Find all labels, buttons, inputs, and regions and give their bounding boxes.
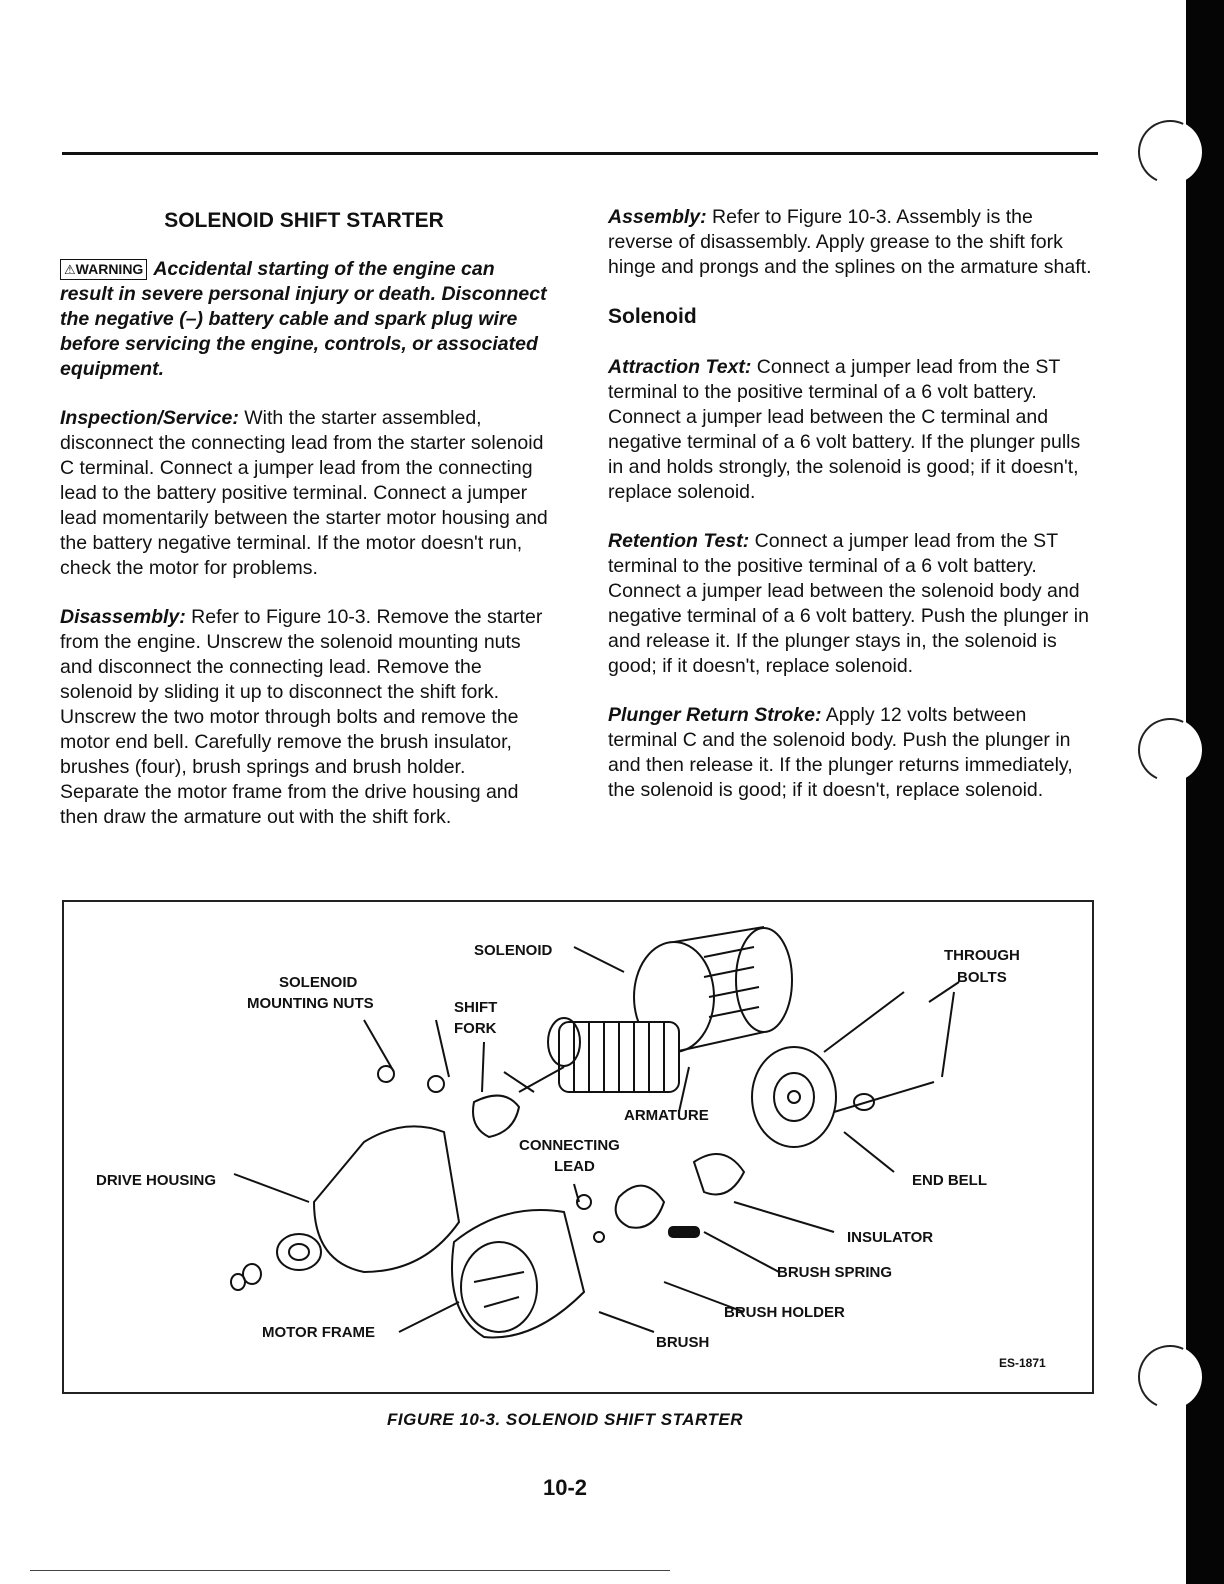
assembly-paragraph xyxy=(608,205,1096,280)
label-brush-holder: BRUSH HOLDER xyxy=(724,1304,845,1321)
plunger-paragraph xyxy=(608,703,1096,803)
plunger-body: Apply 12 volts between terminal C and the solenoid body. Push the plunger in and then release it. If the plunger returns immediately, the solenoid is good; if it doesn't, replace solenoid. xyxy=(608,704,1073,801)
label-shift-fork-1: SHIFT xyxy=(454,999,498,1016)
retention-body: Connect a jumper lead from the ST terminal to the positive terminal of a 6 volt battery. Connect a jumper lead between the solenoid body and negative terminal of a 6 volt battery. Push the plunger in and release it. If the plunger stays in, the solenoid is good; if it doesn't, replace solenoid. xyxy=(608,530,1089,677)
retention-paragraph xyxy=(608,529,1096,679)
inspection-paragraph xyxy=(60,406,548,581)
label-end-bell: END BELL xyxy=(912,1172,987,1189)
label-motor-frame: MOTOR FRAME xyxy=(262,1324,376,1341)
end-bell-part xyxy=(752,1047,874,1147)
retention-lead: Retention Test: xyxy=(608,530,750,552)
figure-code: ES-1871 xyxy=(999,1356,1046,1370)
label-brush-spring: BRUSH SPRING xyxy=(777,1264,893,1281)
label-through-2: BOLTS xyxy=(957,969,1007,986)
label-solenoid: SOLENOID xyxy=(474,942,553,959)
figure-10-3 xyxy=(62,900,1094,1394)
warning-badge-label: WARNING xyxy=(75,261,144,277)
disassembly-paragraph xyxy=(60,605,548,830)
label-through-1: THROUGH xyxy=(944,947,1020,964)
page-number: 10-2 xyxy=(542,1475,588,1500)
warning-triangle-icon: ⚠ xyxy=(64,262,76,277)
disassembly-body: Refer to Figure 10-3. Remove the starter from the engine. Unscrew the solenoid mounting nuts and disconnect the connecting lead. Remove the solenoid by sliding it up to disconnect the shift fork. Unscrew the two motor through bolts and remove the motor end bell. Carefully remove the brush insulator, brushes (four), brush springs and brush holder. Separate the motor frame from the drive housing and then draw the armature out with the shift fork. xyxy=(60,606,543,828)
warning-badge xyxy=(60,259,147,280)
attraction-paragraph xyxy=(608,355,1096,505)
shift-fork-part xyxy=(473,1096,519,1137)
label-insulator: INSULATOR xyxy=(847,1229,934,1246)
scan-edge xyxy=(1186,0,1224,1584)
figure-caption: FIGURE 10-3. SOLENOID SHIFT STARTER xyxy=(387,1410,743,1429)
assembly-body: Refer to Figure 10-3. Assembly is the reverse of disassembly. Apply grease to the shift fork hinge and prongs and the splines on the armature shaft. xyxy=(608,206,1092,278)
footer-rule xyxy=(30,1570,670,1571)
right-column xyxy=(608,205,1096,827)
label-mounting-nuts-2: MOUNTING NUTS xyxy=(247,995,374,1012)
warning-paragraph xyxy=(60,257,548,382)
attraction-lead: Attraction Text: xyxy=(608,356,752,378)
assembly-lead: Assembly: xyxy=(608,206,707,228)
brush-holder-part xyxy=(577,1186,699,1242)
label-armature: ARMATURE xyxy=(624,1107,709,1124)
plunger-lead: Plunger Return Stroke: xyxy=(608,704,822,726)
inspection-lead: Inspection/Service: xyxy=(60,407,239,429)
left-column xyxy=(60,205,548,854)
label-brush: BRUSH xyxy=(656,1334,710,1351)
inspection-body: With the starter assembled, disconnect the connecting lead from the starter solenoid C terminal. Connect a jumper lead from the connecting lead to the battery positive terminal. Connect a jumper lead momentarily between the starter motor housing and the battery negative terminal. If the motor doesn't run, check the motor for problems. xyxy=(60,407,548,579)
disassembly-lead: Disassembly: xyxy=(60,606,186,628)
label-mounting-nuts-1: SOLENOID xyxy=(279,974,358,991)
motor-frame-part xyxy=(452,1210,584,1337)
through-bolts-part xyxy=(824,992,934,1112)
label-connecting-lead-1: CONNECTING xyxy=(519,1137,620,1154)
insulator-part xyxy=(694,1154,744,1195)
section-title: SOLENOID SHIFT STARTER xyxy=(164,209,444,232)
armature-part xyxy=(519,1018,679,1092)
header-rule xyxy=(62,152,1098,155)
attraction-body: Connect a jumper lead from the ST terminal to the positive terminal of a 6 volt battery. Connect a jumper lead between the C terminal and negative terminal of a 6 volt battery. If the plunger pulls in and holds strongly, the solenoid is good; if it doesn't, replace solenoid. xyxy=(608,356,1081,503)
warning-text: Accidental starting of the engine can result in severe personal injury or death. Disconnect the negative (–) battery cable and spark plug wire before servicing the engine, controls, or associated equipment. xyxy=(60,258,547,380)
drive-housing-part xyxy=(231,1066,459,1290)
label-connecting-lead-2: LEAD xyxy=(554,1158,595,1175)
label-drive-housing: DRIVE HOUSING xyxy=(96,1172,217,1189)
label-shift-fork-2: FORK xyxy=(454,1020,497,1037)
solenoid-heading: Solenoid xyxy=(608,305,697,328)
